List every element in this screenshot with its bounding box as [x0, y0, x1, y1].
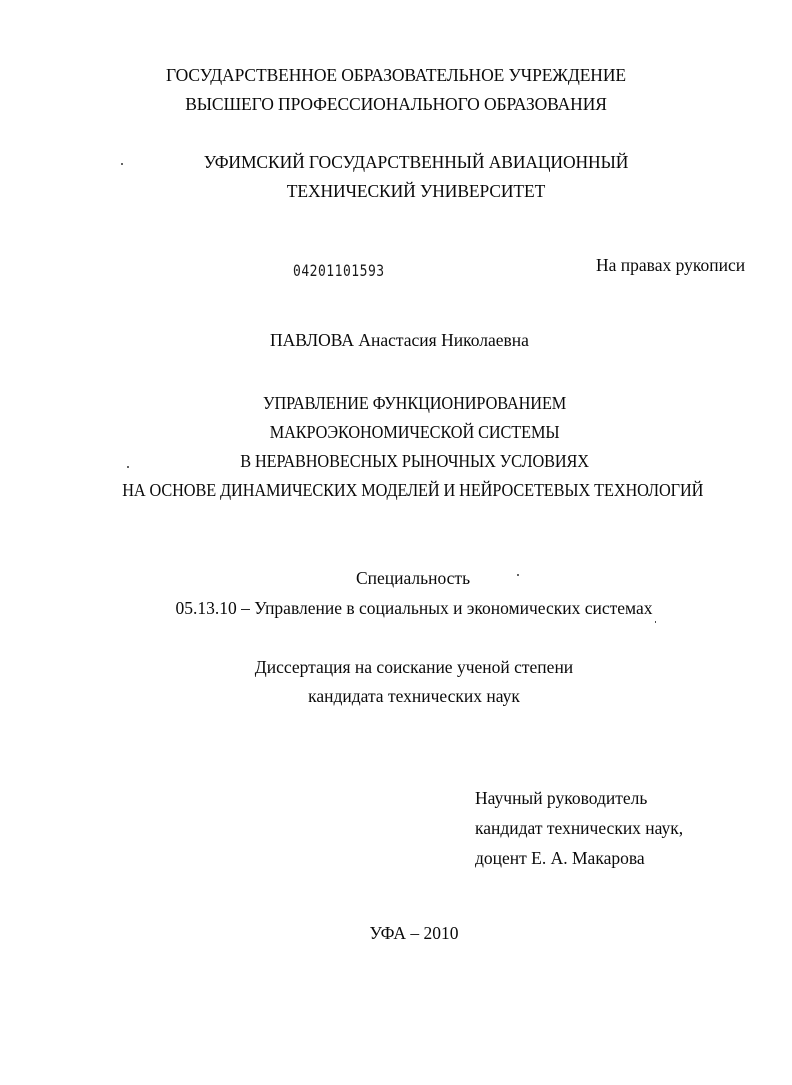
degree-line-2: кандидата технических наук	[308, 686, 520, 706]
institution-line-2: ВЫСШЕГО ПРОФЕССИОНАЛЬНОГО ОБРАЗОВАНИЯ	[185, 94, 607, 114]
degree-line-1: Диссертация на соискание ученой степени	[254, 657, 574, 677]
title-line-1: УПРАВЛЕНИЕ ФУНКЦИОНИРОВАНИЕМ	[263, 393, 567, 413]
author-name: ПАВЛОВА Анастасия Николаевна	[270, 330, 529, 350]
title-line-2: МАКРОЭКОНОМИЧЕСКОЙ СИСТЕМЫ	[269, 422, 560, 442]
specialty-value: 05.13.10 – Управление в социальных и экономических системах	[175, 598, 653, 618]
institution-line-1: ГОСУДАРСТВЕННОЕ ОБРАЗОВАТЕЛЬНОЕ УЧРЕЖДЕНИЕ	[166, 65, 626, 85]
supervisor-line-3: доцент Е. А. Макарова	[475, 848, 645, 868]
manuscript-rights-label: На правах рукописи	[596, 255, 746, 275]
supervisor-line-2: кандидат технических наук,	[475, 818, 684, 838]
university-line-1: УФИМСКИЙ ГОСУДАРСТВЕННЫЙ АВИАЦИОННЫЙ	[203, 152, 629, 172]
specialty-label: Специальность	[355, 568, 471, 588]
registration-number: 04201101593	[293, 262, 385, 281]
supervisor-line-1: Научный руководитель	[475, 788, 648, 808]
university-line-2: ТЕХНИЧЕСКИЙ УНИВЕРСИТЕТ	[286, 181, 546, 201]
title-line-4: НА ОСНОВЕ ДИНАМИЧЕСКИХ МОДЕЛЕЙ И НЕЙРОСЕТЕВЫХ ТЕХНОЛОГИЙ	[122, 480, 704, 500]
scan-speck	[517, 574, 519, 576]
scan-speck	[655, 621, 656, 623]
title-line-3: В НЕРАВНОВЕСНЫХ РЫНОЧНЫХ УСЛОВИЯХ	[240, 451, 589, 471]
place-year: УФА – 2010	[369, 923, 459, 943]
